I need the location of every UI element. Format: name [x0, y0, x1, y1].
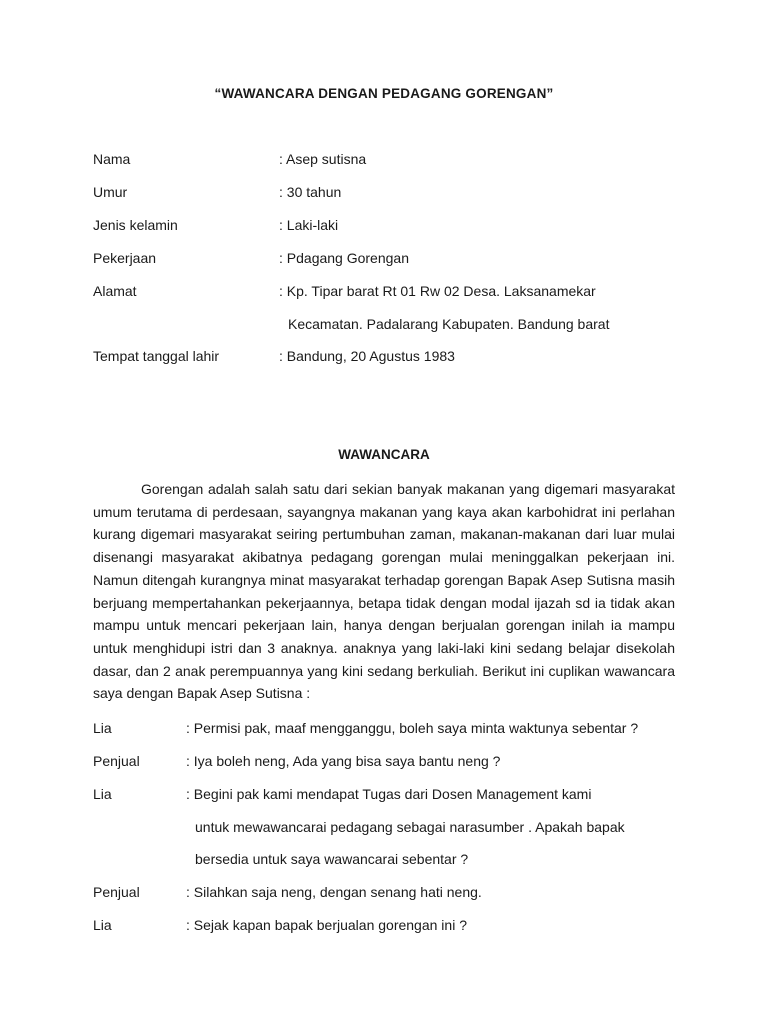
profile-value: : Pdagang Gorengan [279, 250, 409, 266]
dialogue-speaker: Lia [93, 720, 112, 736]
profile-row-alamat-continued [93, 316, 693, 336]
profile-row-pekerjaan [93, 250, 693, 270]
profile-value: : Bandung, 20 Agustus 1983 [279, 348, 455, 364]
profile-label: Umur [93, 184, 128, 200]
dialogue-text: : Begini pak kami mendapat Tugas dari Dosen Management kami [186, 786, 592, 802]
profile-label: Tempat tanggal lahir [93, 348, 220, 364]
dialogue-speaker: Lia [93, 917, 112, 933]
profile-row-jenis-kelamin [93, 217, 693, 237]
profile-value: : Asep sutisna [279, 151, 367, 167]
profile-value-continuation: Kecamatan. Padalarang Kabupaten. Bandung barat [288, 316, 610, 332]
profile-row-nama [93, 151, 693, 171]
profile-label: Jenis kelamin [93, 217, 178, 233]
profile-label: Alamat [93, 283, 137, 299]
dialogue-line [93, 917, 693, 937]
dialogue-speaker: Lia [93, 786, 112, 802]
dialogue-line [93, 786, 693, 806]
document-title: “WAWANCARA DENGAN PEDAGANG GORENGAN” [214, 86, 554, 101]
dialogue-text: : Sejak kapan bapak berjualan gorengan ini ? [186, 917, 467, 933]
dialogue-continuation: bersedia untuk saya wawancarai sebentar ? [195, 851, 469, 867]
dialogue-text: : Silahkan saja neng, dengan senang hati neng. [186, 884, 482, 900]
dialogue-continuation: untuk mewawancarai pedagang sebagai narasumber . Apakah bapak [195, 819, 625, 835]
profile-row-alamat [93, 283, 693, 303]
profile-value: : 30 tahun [279, 184, 342, 200]
dialogue-text: : Iya boleh neng, Ada yang bisa saya bantu neng ? [186, 753, 501, 769]
section-heading: WAWANCARA [338, 447, 430, 462]
profile-label: Pekerjaan [93, 250, 157, 266]
profile-value: : Kp. Tipar barat Rt 01 Rw 02 Desa. Laksanamekar [279, 283, 596, 299]
dialogue-line [93, 753, 693, 773]
dialogue-speaker: Penjual [93, 753, 140, 769]
dialogue-speaker: Penjual [93, 884, 140, 900]
dialogue-line [93, 884, 693, 904]
intro-paragraph: Gorengan adalah salah satu dari sekian banyak makanan yang digemari masyarakat umum terutama di perdesaan, sayangnya makanan yang kaya akan karbohidrat ini perlahan kurang digemari masyarakat seiring pertumbuhan zaman, makanan-makanan dari luar mulai disenangi masyarakat akibatnya pedagang gorengan mulai meninggalkan pekerjaan ini. Namun ditengah kurangnya minat masyarakat terhadap gorengan Bapak Asep Sutisna masih berjuang mempertahankan pekerjaannya, betapa tidak dengan modal ijazah sd ia tidak akan mampu untuk mencari pekerjaan lain, hanya dengan berjualan gorengan inilah ia mampu untuk menghidupi istri dan 3 anaknya. anaknya yang laki-laki kini sedang belajar disekolah dasar, dan 2 anak perempuannya yang kini sedang berkuliah. Berikut ini cuplikan wawancara saya dengan Bapak Asep Sutisna : [93, 481, 675, 702]
profile-value: : Laki-laki [279, 217, 339, 233]
dialogue-text: : Permisi pak, maaf mengganggu, boleh saya minta waktunya sebentar ? [186, 720, 639, 736]
profile-label: Nama [93, 151, 131, 167]
profile-row-tempat-tanggal-lahir [93, 348, 693, 368]
dialogue-line [93, 720, 693, 740]
profile-row-umur [93, 184, 693, 204]
